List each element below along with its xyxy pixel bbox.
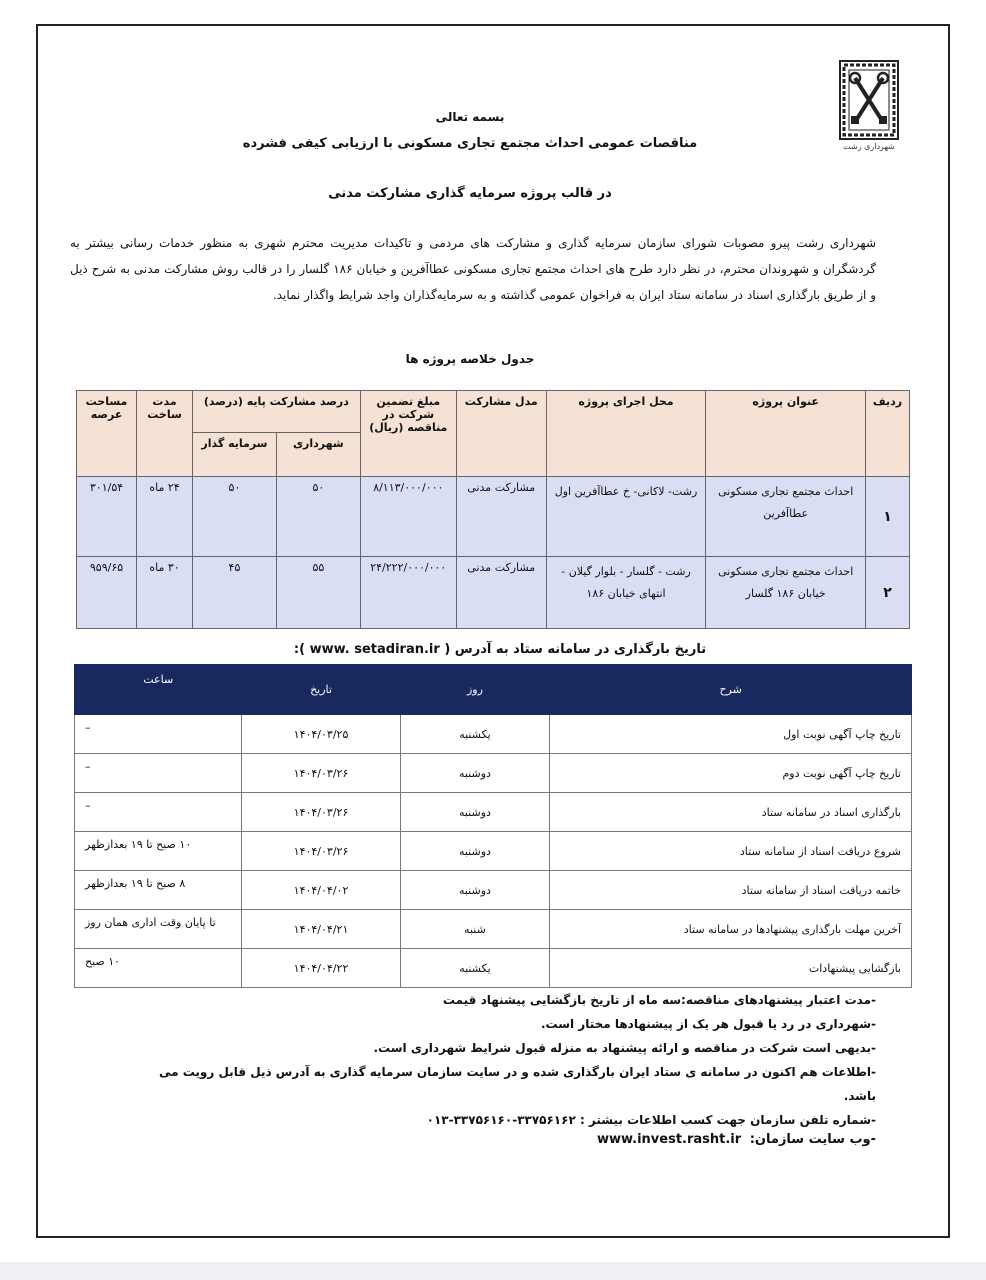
- construction-duration: ۲۴ ماه: [137, 477, 193, 557]
- table-row: [75, 871, 912, 910]
- schedule-date: ۱۴۰۴/۰۴/۲۲: [242, 949, 400, 988]
- schedule-date: ۱۴۰۴/۰۳/۲۶: [242, 793, 400, 832]
- table-row: [75, 715, 912, 754]
- schedule-description: آخرین مهلت بارگذاری پیشنهادها در سامانه ستاد: [550, 910, 912, 949]
- schedule-day: دوشنبه: [400, 832, 550, 871]
- crossed-keys-emblem-icon: [839, 60, 899, 140]
- bottom-strip: [0, 1262, 986, 1280]
- schedule-day: دوشنبه: [400, 793, 550, 832]
- schedule-day: یکشنبه: [400, 949, 550, 988]
- schedule-description: بازگشایی پیشنهادات: [550, 949, 912, 988]
- schedule-time: ۸ صبح تا ۱۹ بعدازظهر: [75, 871, 242, 910]
- header-day: روز: [400, 665, 550, 715]
- schedule-day: یکشنبه: [400, 715, 550, 754]
- partnership-model: مشارکت مدنی: [456, 557, 546, 629]
- header-share-municipality: شهرداری: [276, 433, 360, 477]
- project-summary-table: [76, 390, 910, 629]
- website-line: [500, 1132, 876, 1147]
- land-area: ۳۰۱/۵۴: [77, 477, 137, 557]
- schedule-time: تا پایان وقت اداری همان روز: [75, 910, 242, 949]
- header-guarantee-amount: مبلغ تضمین شرکت در مناقصه (ریال): [360, 391, 456, 477]
- project-title: احداث مجتمع تجاری مسکونی خیابان ۱۸۶ گلسار: [706, 557, 866, 629]
- header-base-share: درصد مشارکت پایه (درصد): [193, 391, 361, 433]
- note-item: -بدیهی است شرکت در مناقصه و ارائه پیشنهاد به منزله قبول شرایط شهرداری است.: [373, 1041, 876, 1055]
- row-number: ۲: [866, 557, 910, 629]
- header-date: تاریخ: [242, 665, 400, 715]
- header-construction-duration: مدت ساخت: [137, 391, 193, 477]
- table-row: [77, 557, 910, 629]
- website-label: -وب سایت سازمان:: [749, 1132, 876, 1147]
- page-title: مناقصات عمومی احداث مجتمع تجاری مسکونی با ارزیابی کیفی فشرده: [242, 136, 698, 151]
- table-row: [75, 832, 912, 871]
- schedule-date: ۱۴۰۴/۰۳/۲۶: [242, 832, 400, 871]
- schedule-day: دوشنبه: [400, 754, 550, 793]
- share-municipality: ۵۵: [276, 557, 360, 629]
- table-row: [75, 910, 912, 949]
- schedule-time: ۱۰ صبح تا ۱۹ بعدازظهر: [75, 832, 242, 871]
- header-description: شرح: [550, 665, 912, 715]
- project-location: رشت - گلسار - بلوار گیلان - انتهای خیابان ۱۸۶: [546, 557, 706, 629]
- schedule-time: –: [75, 754, 242, 793]
- schedule-description: شروع دریافت اسناد از سامانه ستاد: [550, 832, 912, 871]
- note-item: -مدت اعتبار پیشنهادهای مناقصه:سه ماه از تاریخ بازگشایی پیشنهاد قیمت: [442, 993, 876, 1007]
- note-item: -اطلاعات هم اکنون در سامانه ی ستاد ایران بارگذاری شده و در سایت سازمان سرمایه گذاری به آدرس ذیل قابل رویت می باشد.: [158, 1065, 876, 1103]
- table-row: [75, 949, 912, 988]
- row-number: ۱: [866, 477, 910, 557]
- schedule-time: –: [75, 715, 242, 754]
- schedule-time: ۱۰ صبح: [75, 949, 242, 988]
- schedule-day: دوشنبه: [400, 871, 550, 910]
- notes-list: [150, 988, 876, 1132]
- summary-table-caption: جدول خلاصه پروژه ها: [405, 352, 535, 366]
- partnership-model: مشارکت مدنی: [456, 477, 546, 557]
- schedule-day: شنبه: [400, 910, 550, 949]
- header-project-title: عنوان پروژه: [706, 391, 866, 477]
- logo-caption: شهرداری رشت: [843, 142, 895, 151]
- share-municipality: ۵۰: [276, 477, 360, 557]
- share-investor: ۵۰: [193, 477, 277, 557]
- intro-paragraph: شهرداری رشت پیرو مصوبات شورای سازمان سرمایه گذاری و مشارکت های مردمی و تاکیدات مدیریت محترم شهری به منظور خدمات رسانی بیشتر به گردشگران و شهروندان محترم، در نظر دارد طرح های احداث مجتمع تجاری مسکونی عطاآفرین و خیابان ۱۸۶ گلسار را در قالب روش مشارکت مدنی به شرح ذیل و از طریق بارگذاری اسناد در سامانه ستاد ایران به فراخوان عمومی گذاشته و به سرمایه‌گذاران واجد شرایط واگذار نماید.: [70, 236, 876, 302]
- schedule-date: ۱۴۰۴/۰۴/۰۲: [242, 871, 400, 910]
- website-link[interactable]: www.invest.rasht.ir: [596, 1132, 742, 1147]
- header-land-area: مساحت عرصه: [77, 391, 137, 477]
- schedule-description: خاتمه دریافت اسناد از سامانه ستاد: [550, 871, 912, 910]
- note-item: -شهرداری در رد یا قبول هر یک از پیشنهادها مختار است.: [540, 1017, 876, 1031]
- header-row-number: ردیف: [866, 391, 910, 477]
- project-location: رشت- لاکانی- خ عطاآفرین اول: [546, 477, 706, 557]
- basmala: بسمه تعالی: [435, 110, 505, 124]
- schedule-date: ۱۴۰۴/۰۳/۲۵: [242, 715, 400, 754]
- header-partnership-model: مدل مشارکت: [456, 391, 546, 477]
- header-location: محل اجرای پروژه: [546, 391, 706, 477]
- note-item: -شماره تلفن سازمان جهت کسب اطلاعات بیشتر : ۳۳۷۵۶۱۶۲-۳۳۷۵۶۱۶۰-۰۱۳: [426, 1113, 876, 1127]
- schedule-date: ۱۴۰۴/۰۴/۲۱: [242, 910, 400, 949]
- construction-duration: ۳۰ ماه: [137, 557, 193, 629]
- schedule-description: تاریخ چاپ آگهی نوبت اول: [550, 715, 912, 754]
- guarantee-amount: ۲۴/۲۲۲/۰۰۰/۰۰۰: [360, 557, 456, 629]
- header-share-investor: سرمایه گذار: [193, 433, 277, 477]
- table-row: [75, 793, 912, 832]
- schedule-heading: تاریخ بارگذاری در سامانه ستاد به آدرس ( www. setadiran.ir ):: [293, 642, 707, 657]
- project-title: احداث مجتمع تجاری مسکونی عطاآفرین: [706, 477, 866, 557]
- table-row: [75, 754, 912, 793]
- land-area: ۹۵۹/۶۵: [77, 557, 137, 629]
- header-time: ساعت: [75, 665, 242, 715]
- guarantee-amount: ۸/۱۱۳/۰۰۰/۰۰۰: [360, 477, 456, 557]
- schedule-description: بارگذاری اسناد در سامانه ستاد: [550, 793, 912, 832]
- schedule-date: ۱۴۰۴/۰۳/۲۶: [242, 754, 400, 793]
- rasht-municipality-logo: [836, 60, 902, 156]
- schedule-description: تاریخ چاپ آگهی نوبت دوم: [550, 754, 912, 793]
- schedule-table: [74, 664, 912, 988]
- share-investor: ۴۵: [193, 557, 277, 629]
- schedule-time: –: [75, 793, 242, 832]
- page-subtitle: در قالب پروژه سرمایه گذاری مشارکت مدنی: [328, 186, 612, 201]
- table-row: [77, 477, 910, 557]
